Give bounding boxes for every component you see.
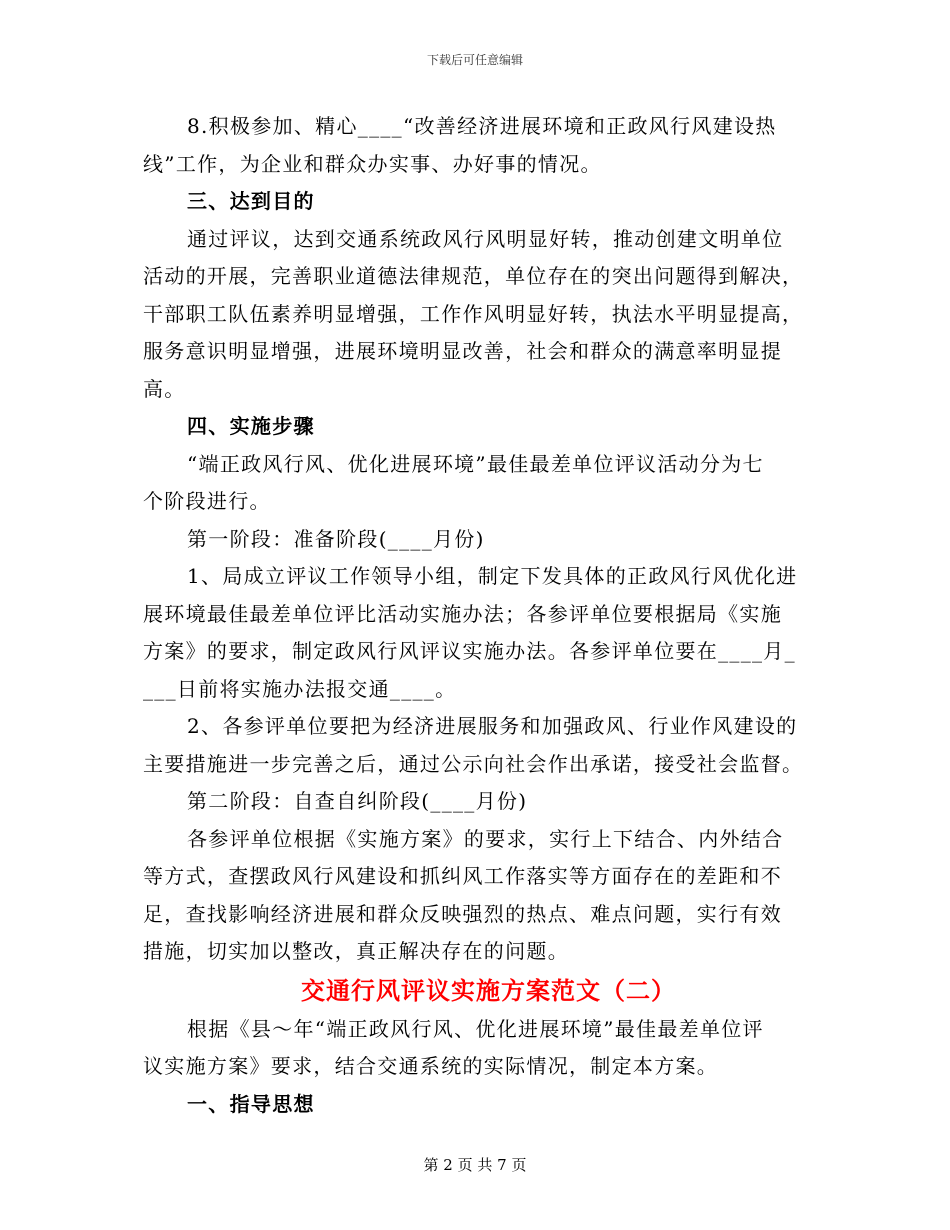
text-line: 足，查找影响经济进展和群众反映强烈的热点、难点问题，实行有效 <box>143 901 782 926</box>
text-line: 1、局成立评议工作领导小组，制定下发具体的正政风行风优化进 <box>187 564 798 588</box>
text-line: 展环境最佳最差单位评比活动实施办法；各参评单位要根据局《实施 <box>143 601 782 626</box>
paragraph-item-8 <box>143 108 808 183</box>
stage-one-label <box>143 521 808 559</box>
paragraph-steps-intro <box>143 446 808 521</box>
text-line: 服务意识明显增强，进展环境明显改善，社会和群众的满意率明显提 <box>143 339 782 363</box>
paragraph-intro-two <box>143 1011 808 1086</box>
text-line: 第一阶段：准备阶段(____月份) <box>187 526 485 551</box>
text-line: 8.积极参加、精心____“改善经济进展环境和正政风行风建设热 <box>187 114 777 138</box>
section-heading-goals <box>143 183 808 221</box>
text-line: 方案》的要求，制定政风行风评议实施办法。各参评单位要在____月_ <box>143 639 796 663</box>
heading-text: 三、达到目的 <box>187 189 315 213</box>
paragraph-goals <box>143 221 808 409</box>
text-line: 高。 <box>143 376 186 401</box>
text-line: 干部职工队伍素养明显增强，工作作风明显好转，执法水平明显提高， <box>143 301 804 326</box>
page-header-note: 下载后可任意编辑 <box>426 53 523 67</box>
heading-text: 一、指导思想 <box>187 1091 315 1116</box>
text-line: 根据《县～年“端正政风行风、优化进展环境”最佳最差单位评 <box>187 1016 764 1041</box>
heading-text: 四、实施步骤 <box>187 414 315 438</box>
paragraph-stage-one-item-1 <box>143 558 808 708</box>
text-line: “端正政风行风、优化进展环境”最佳最差单位评议活动分为七 <box>187 451 764 476</box>
text-line: 个阶段进行。 <box>143 489 271 513</box>
text-line: 各参评单位根据《实施方案》的要求，实行上下结合、内外结合 <box>187 826 784 851</box>
stage-two-label <box>143 783 808 821</box>
text-line: 等方式，查摆政风行风建设和抓纠风工作落实等方面存在的差距和不 <box>143 864 782 888</box>
section-heading-guiding-ideology <box>143 1086 808 1124</box>
text-line: 2、各参评单位要把为经济进展服务和加强政风、行业作风建设的 <box>187 714 798 738</box>
text-line: ___日前将实施办法报交通____。 <box>143 676 457 701</box>
paragraph-stage-one-item-2 <box>143 708 808 783</box>
text-line: 第二阶段：自查自纠阶段(____月份) <box>187 789 528 813</box>
document-title-two: 交通行风评议实施方案范文（二） <box>301 975 676 1005</box>
paragraph-stage-two <box>143 821 808 971</box>
text-line: 通过评议，达到交通系统政风行风明显好转，推动创建文明单位 <box>187 226 784 251</box>
page-number: 第 2 页 共 7 页 <box>423 1156 527 1174</box>
section-heading-steps <box>143 408 808 446</box>
document-body <box>143 108 808 1123</box>
text-line: 活动的开展，完善职业道德法律规范，单位存在的突出问题得到解决， <box>143 264 804 288</box>
text-line: 线”工作，为企业和群众办实事、办好事的情况。 <box>143 151 602 176</box>
text-line: 措施，切实加以整改，真正解决存在的问题。 <box>143 939 569 963</box>
text-line: 主要措施进一步完善之后，通过公示向社会作出承诺，接受社会监督。 <box>143 751 804 776</box>
text-line: 议实施方案》要求，结合交通系统的实际情况，制定本方案。 <box>143 1054 719 1078</box>
